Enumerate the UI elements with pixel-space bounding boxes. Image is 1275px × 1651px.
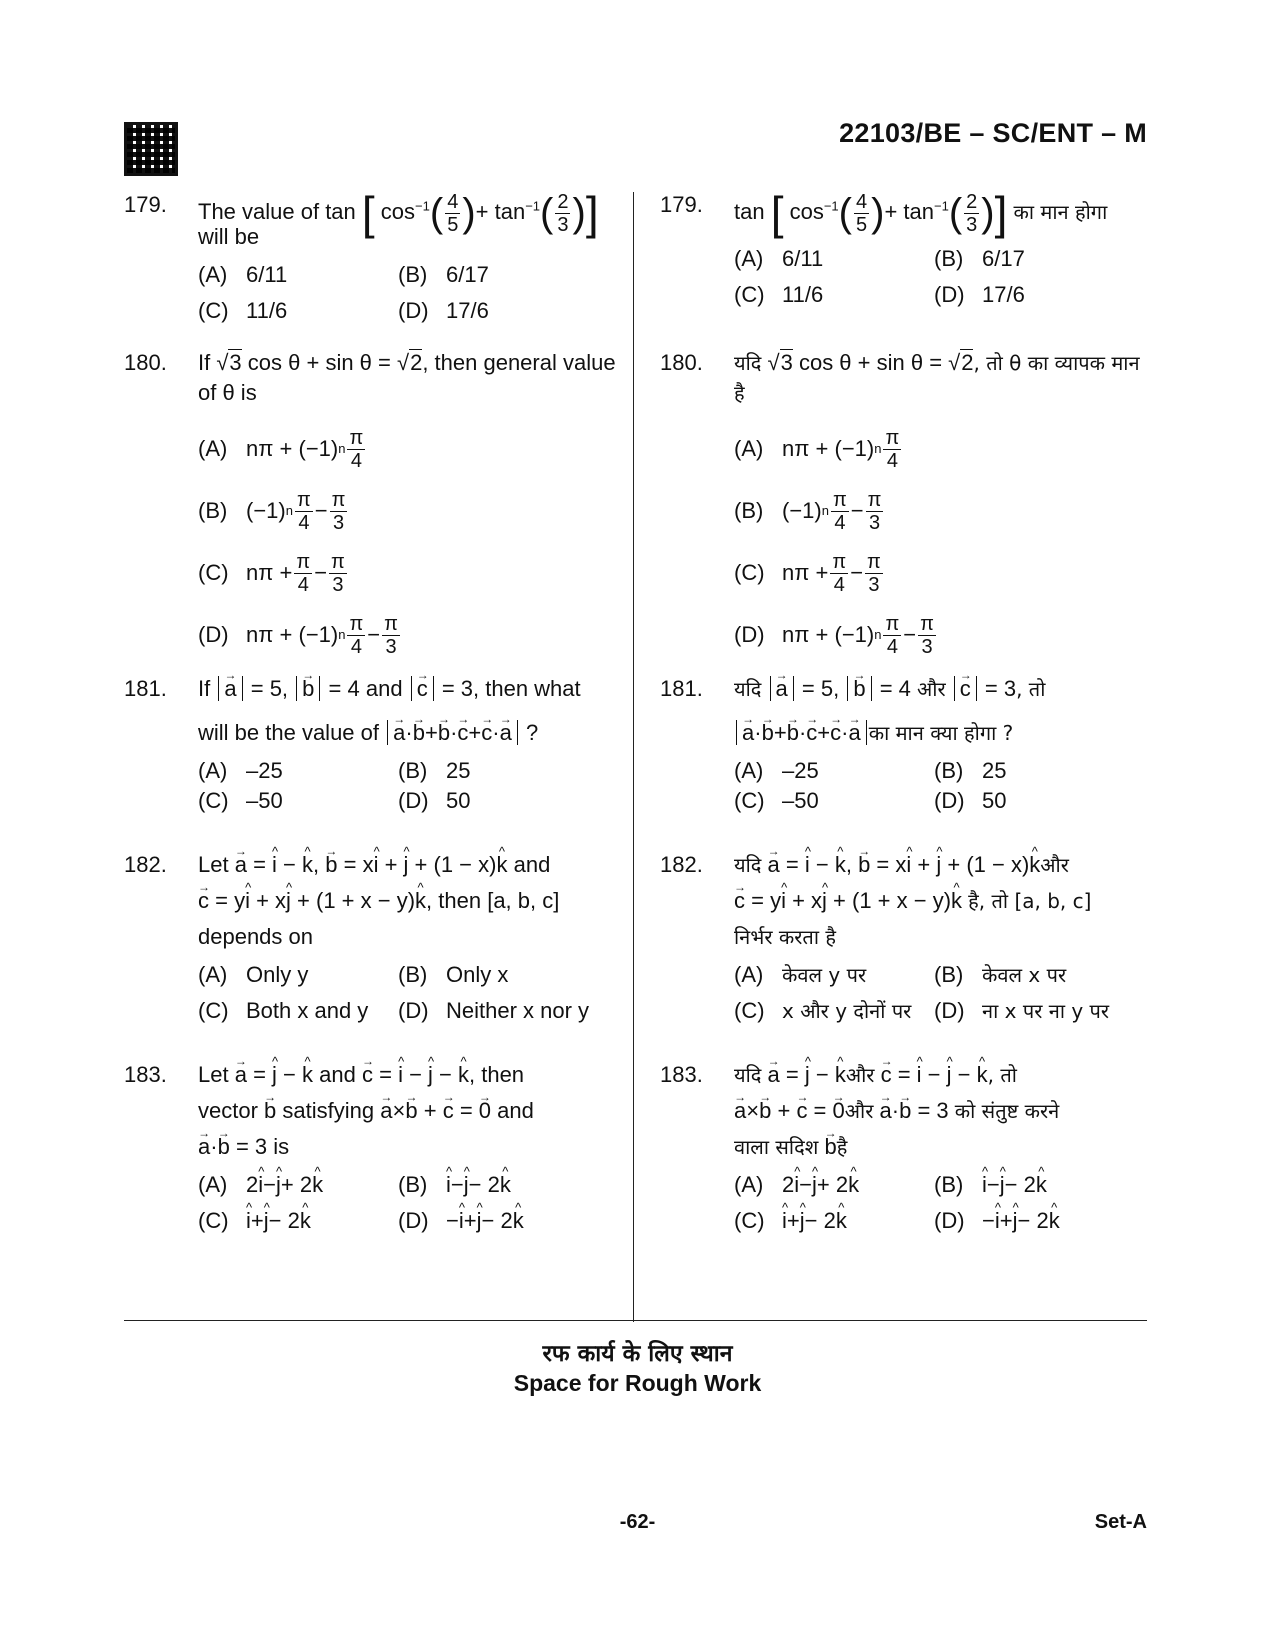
option-a[interactable]: (A) 2 ^ i − ^ j + 2 ^ k <box>734 1170 934 1200</box>
option-a[interactable]: (A) nπ + (−1) n $\frac{\pi}{4}$ <box>198 426 364 472</box>
option-a[interactable]: (A) –25 <box>734 758 819 783</box>
footer-divider <box>124 1320 1147 1321</box>
option-d[interactable]: (D) − ^ i + ^ j − 2 ^ k <box>934 1206 1164 1236</box>
option-a[interactable]: (A) –25 <box>198 758 283 783</box>
option-c[interactable]: (C) ^ i + ^ j − 2 ^ k <box>734 1206 934 1236</box>
question-181-en: 181. If → a = 5, → b = 4 and → c = 3, then what will be the value of → a·→ b+→ b·→ c+→ c·→ a ? (A) –25 (B) 25 (C) –50 (D) 50 <box>124 674 619 816</box>
option-d[interactable]: (D) 50 <box>398 788 471 813</box>
option-a[interactable]: (A) nπ + (−1) n $\frac{\pi}{4}$ <box>734 426 900 472</box>
question-stem: tan [ $\cos^{-1}$( $\frac{4}{5}$ )+ $\tan^{-1}$( $\frac{2}{3}$ )] का मान होगा <box>734 187 1108 239</box>
option-c[interactable]: (C) ^ i + ^ j − 2 ^ k <box>198 1206 398 1236</box>
option-b[interactable]: (B) 25 <box>934 758 1007 783</box>
option-d[interactable]: (D) 17/6 <box>398 298 489 323</box>
qr-code <box>124 122 178 176</box>
option-b[interactable]: (B) ^ i − ^ j − 2 ^ k <box>934 1170 1164 1200</box>
option-a[interactable]: (A) केवल y पर <box>734 962 867 987</box>
option-b[interactable]: (B) 6/17 <box>398 262 489 287</box>
option-b[interactable]: (B) ^ i − ^ j − 2 ^ k <box>398 1170 628 1200</box>
option-c[interactable]: (C) nπ + $\frac{\pi}{4}$ − $\frac{\pi}{3}$ <box>198 550 345 596</box>
question-stem: The value of tan [ $\cos^{-1}$( $\frac{4}{5}$ )+ $\tan^{-1}$( $\frac{2}{3}$ )] will be <box>198 187 599 249</box>
option-b[interactable]: (B) केवल x पर <box>934 962 1067 987</box>
option-a[interactable]: (A) 2 ^ i − ^ j + 2 ^ k <box>198 1170 398 1200</box>
set-label: Set-A <box>1094 1511 1147 1533</box>
option-b[interactable]: (B) (−1) n $\frac{\pi}{4}$ − $\frac{\pi}{3}$ <box>198 488 346 534</box>
question-stem: If → a = 5, → b = 4 and → c = 3, then what will be the value of → a·→ b+→ b·→ c+→ c·→ a ? <box>198 674 619 748</box>
question-182-en: 182. Let → a = ^ i − ^ k, → b = x^ i + ^ j + (1 − x)^ k and → c = y^ i + x^ j + (1 + x − y)^ k, then [a, b, c] depends on (A) Only y (B) Only x (C) Both x and y (D) Neither x nor y <box>124 850 619 1026</box>
option-c[interactable]: (C) 11/6 <box>734 282 824 307</box>
question-stem: यदि → a = 5, → b = 4 और → c = 3, तो → a·→ b+→ b·→ c+→ c·→ a का मान क्या होगा ? <box>734 674 1155 748</box>
option-d[interactable]: (D) − ^ i + ^ j − 2 ^ k <box>398 1206 628 1236</box>
question-179-en <box>124 187 619 326</box>
option-b[interactable]: (B) 25 <box>398 758 471 783</box>
option-a[interactable]: (A) 6/11 <box>734 246 824 271</box>
option-c[interactable]: (C) nπ + $\frac{\pi}{4}$ − $\frac{\pi}{3}$ <box>734 550 881 596</box>
question-stem: यदि → a = ^ i − ^ k, → b = x^ i + ^ j + (1 − x)^ kऔर → c = y^ i + x^ j + (1 + x − y)^ k है, तो [a, b, c] निर्भर करता है <box>734 850 1155 952</box>
question-181-hi: 181. यदि → a = 5, → b = 4 और → c = 3, तो → a·→ b+→ b·→ c+→ c·→ a का मान क्या होगा ? (A) –25 (B) 25 (C) –50 (D) 50 <box>660 674 1155 816</box>
rough-work-label: Space for Rough Work <box>513 1370 762 1396</box>
question-stem: यदि √3 cos θ + sin θ = √2, तो θ का व्यापक मान है <box>734 350 1140 405</box>
option-d[interactable]: (D) ना x पर ना y पर <box>934 998 1110 1023</box>
option-c[interactable]: (C) 11/6 <box>198 298 288 323</box>
question-stem: Let → a = ^ j − ^ k and → c = ^ i − ^ j − ^ k, then vector → b satisfying → a×→ b + → c = → 0 and → a·→ b = 3 is <box>198 1060 619 1162</box>
question-183-en: 183. Let → a = ^ j − ^ k and → c = ^ i − ^ j − ^ k, then vector → b satisfying → a×→ b + → c = → 0 and → a·→ b = 3 is (A) 2 ^ i − ^ j + 2 ^ k (B) ^ i − ^ j − 2 ^ k (C) ^ i + ^ j − 2 ^ k (D) − ^ i + ^ j − 2 ^ k <box>124 1060 619 1236</box>
question-183-hi: 183. यदि → a = ^ j − ^ kऔर → c = ^ i − ^ j − ^ k, तो → a×→ b + → c = → 0और → a·→ b = 3 को संतुष्ट करने वाला सदिश → bहै (A) 2 ^ i − ^ j + 2 ^ k (B) ^ i − ^ j − 2 ^ k (C) ^ i + ^ j − 2 ^ k (D) − ^ i + ^ j − 2 ^ k <box>660 1060 1155 1236</box>
paper-code: 22103/BE – SC/ENT – M <box>839 118 1147 148</box>
question-stem: Let → a = ^ i − ^ k, → b = x^ i + ^ j + (1 − x)^ k and → c = y^ i + x^ j + (1 + x − y)^ k, then [a, b, c] depends on <box>198 850 619 952</box>
column-divider <box>633 192 634 1322</box>
option-b[interactable]: (B) (−1) n $\frac{\pi}{4}$ − $\frac{\pi}{3}$ <box>734 488 882 534</box>
option-a[interactable]: (A) Only y <box>198 962 309 987</box>
question-stem: If √3 cos θ + sin θ = √2, then general value of θ is <box>198 350 616 405</box>
option-c[interactable]: (C) Both x and y <box>198 998 369 1023</box>
option-b[interactable]: (B) 6/17 <box>934 246 1025 271</box>
question-179-hi: 179. tan [ $\cos^{-1}$( $\frac{4}{5}$ )+ $\tan^{-1}$( $\frac{2}{3}$ )] का मान होगा (A) 6/11 (B) 6/17 (C) 11/6 (D) 17/6 <box>660 190 1155 310</box>
option-c[interactable]: (C) x और y दोनों पर <box>734 998 912 1023</box>
option-c[interactable]: (C) –50 <box>734 788 819 813</box>
question-number: 179. <box>124 192 167 217</box>
question-stem: यदि → a = ^ j − ^ kऔर → c = ^ i − ^ j − ^ k, तो → a×→ b + → c = → 0और → a·→ b = 3 को संतुष्ट करने वाला सदिश → bहै <box>734 1060 1155 1162</box>
question-182-hi: 182. यदि → a = ^ i − ^ k, → b = x^ i + ^ j + (1 − x)^ kऔर → c = y^ i + x^ j + (1 + x − y)^ k है, तो [a, b, c] निर्भर करता है (A) केवल y पर (B) केवल x पर (C) x और y दोनों पर (D) ना x पर ना y पर <box>660 850 1155 1026</box>
option-d[interactable]: (D) Neither x nor y <box>398 998 590 1023</box>
question-180-en: 180. If √3 cos θ + sin θ = √2, then general value of θ is (A) nπ + (−1) n $\frac{\pi}{4}$ (B) (−1) n $\frac{\pi}{4}$ − $\frac{\pi}{3}$ (C) nπ + $\frac{\pi}{4}$ − $\frac{\pi}{3}$ (D) nπ + (−1) n $\frac{\pi}{4}$ − $\frac{\pi}{3}$ <box>124 348 619 666</box>
option-b[interactable]: (B) Only x <box>398 962 509 987</box>
option-c[interactable]: (C) –50 <box>198 788 283 813</box>
question-180-hi: 180. यदि √3 cos θ + sin θ = √2, तो θ का व्यापक मान है (A) nπ + (−1) n $\frac{\pi}{4}$ (B) (−1) n $\frac{\pi}{4}$ − $\frac{\pi}{3}$ (C) nπ + $\frac{\pi}{4}$ − $\frac{\pi}{3}$ (D) nπ + (−1) n $\frac{\pi}{4}$ − $\frac{\pi}{3}$ <box>660 348 1155 666</box>
option-d[interactable]: (D) 50 <box>934 788 1007 813</box>
option-a[interactable]: (A) 6/11 <box>198 262 288 287</box>
option-d[interactable]: (D) 17/6 <box>934 282 1025 307</box>
option-d[interactable]: (D) nπ + (−1) n $\frac{\pi}{4}$ − $\frac{\pi}{3}$ <box>734 612 934 658</box>
option-d[interactable]: (D) nπ + (−1) n $\frac{\pi}{4}$ − $\frac{\pi}{3}$ <box>198 612 398 658</box>
rough-work-label-hindi: रफ कार्य के लिए स्थान <box>542 1341 733 1367</box>
page-number: -62- <box>619 1511 656 1533</box>
